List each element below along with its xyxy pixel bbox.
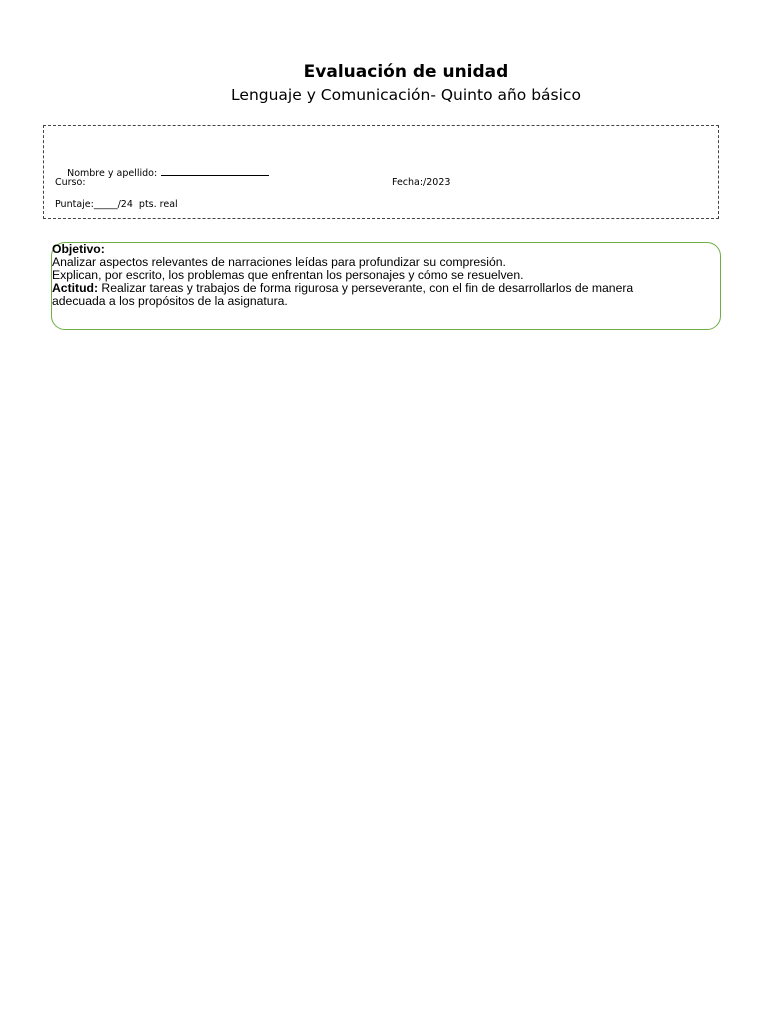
- page-title: Evaluación de unidad: [303, 62, 509, 82]
- course-label: Curso:: [55, 177, 86, 188]
- page-subtitle: Lenguaje y Comunicación- Quinto año básico: [231, 86, 581, 104]
- score-label: Puntaje:_____/24 pts. real: [55, 199, 178, 210]
- name-blank-line[interactable]: [161, 166, 269, 176]
- date-label: Fecha:/2023: [392, 177, 451, 188]
- objective-text: [52, 243, 716, 308]
- student-info-box: [43, 125, 719, 219]
- name-label: Nombre y apellido:: [67, 168, 158, 179]
- attitude-label: Actitud:: [52, 281, 99, 295]
- objective-line-1: Analizar aspectos relevantes de narraciones leídas para profundizar su compresión.: [52, 255, 506, 269]
- attitude-text-1: Realizar tareas y trabajos de forma rigurosa y perseverante, con el fin de desarrollarlos de manera: [98, 281, 634, 295]
- objective-heading: Objetivo:: [52, 242, 105, 256]
- objective-line-2: Explican, por escrito, los problemas que enfrentan los personajes y cómo se resuelven.: [52, 268, 524, 282]
- name-field: [55, 155, 269, 190]
- attitude-line-2: adecuada a los propósitos de la asignatura.: [52, 294, 288, 308]
